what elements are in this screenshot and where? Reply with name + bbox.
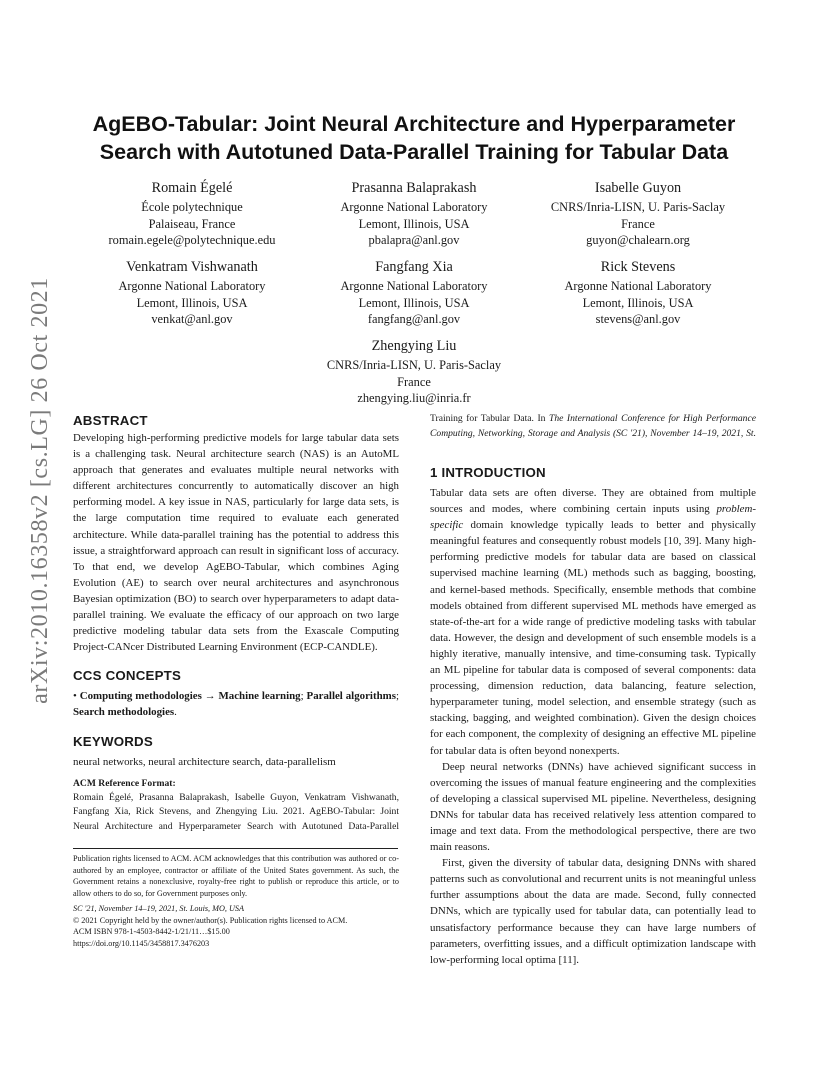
footnote-license: Publication rights licensed to ACM. ACM acknowledges that this contribution was authored or co-authored by an employee, contractor or affiliate of the United States government. As such, the Government retains a nonexclusive, royalty-free right to publish or reproduce this article, or to allow others to do so, for Government purposes only. <box>73 854 399 899</box>
intro-paragraph: Tabular data sets are often diverse. They are obtained from multiple sources and modes, where combining certain inputs using problem-specific domain knowledge typically leads to better and physically meaningful features and consequently robust models [10, 39]. Many high-performing predictive models for tabular data are based on classical supervised machine learning (ML) methods such as bagging, boosting, and kernel-based methods. Specifically, ensemble methods that combine models obtained from different supervised ML methods have emerged as state-of-the-art for a wide range of predictive modeling tasks with tabular data. However, the design and development of such ensemble models is a highly iterative, manually intensive, and time-consuming task. Typically an ML pipeline for tabular data is composed of several components: data processing, dimension reduction, data balancing, feature selection, hyperparameter tuning, model selection, and ensemble strategy (such as stacking, bagging, and weighted combination). Given the design choices for each component, the complexity of designing an effective ML pipeline for tabular data is often beyond nonexperts. <box>430 487 756 757</box>
ccs-term: Parallel algorithms <box>306 690 396 703</box>
arxiv-stamp <box>18 276 62 704</box>
author-name: Isabelle Guyon <box>594 180 682 196</box>
author-name: Rick Stevens <box>600 259 676 275</box>
acm-reference-plain: Romain Égelé, Prasanna Balaprakash, Isabelle Guyon, Venkatram Vishwanath, Fangfang Xia, Rick Stevens, and Zhengying Liu. 2021. AgEBO-Tabular: Joint Neural Architecture and Hyperparameter Search with Autotuned Data-Parallel <box>73 792 399 832</box>
acm-reference-text <box>73 791 399 835</box>
footnote-conference: SC '21, November 14–19, 2021, St. Louis, MO, USA <box>73 903 244 913</box>
ccs-term: Machine learning <box>218 690 301 703</box>
abstract-text: Developing high-performing predictive models for large tabular data sets is a challenging task. Neural architecture search (NAS) is an AutoML approach that generates and evaluates multiple neural networks with different architectures concurrently to automatically discover an high performing model. A key issue in NAS, particularly for large data sets, is the large computation time required to evaluate each generated architecture. While data-parallel training has the potential to address this issue, a straightforward approach can result in significant loss of accuracy. To that end, we develop AgEBO-Tabular, which combines Aging Evolution (AE) to search over neural architectures and asynchronous Bayesian optimization (BO) to search over hyperparameters to adapt data-parallel training. We evaluate the efficacy of our approach on two large predictive modeling tabular data sets from the Exascale Computing Project-CANcer Distributed Learning Environment (ECP-CANDLE). <box>73 432 399 654</box>
author-name: Zhengying Liu <box>371 338 457 354</box>
author-block <box>70 179 314 249</box>
author-name: Venkatram Vishwanath <box>126 259 258 275</box>
author-affiliation: Lemont, Illinois, USA <box>136 295 248 310</box>
author-block <box>524 258 752 328</box>
author-affiliation: Lemont, Illinois, USA <box>582 295 694 310</box>
title-line-2: Search with Autotuned Data-Parallel Training for Tabular Data <box>99 140 729 164</box>
author-affiliation: Lemont, Illinois, USA <box>358 295 470 310</box>
footnote-copyright: © 2021 Copyright held by the owner/author(s). Publication rights licensed to ACM. <box>73 915 348 925</box>
author-affiliation: Lemont, Illinois, USA <box>358 216 470 231</box>
footnote-doi: https://doi.org/10.1145/3458817.3476203 <box>73 938 210 948</box>
paper-title <box>60 110 768 166</box>
footnote-isbn: ACM ISBN 978-1-4503-8442-1/21/11…$15.00 <box>73 927 230 937</box>
footnote-rule <box>73 848 398 849</box>
introduction-heading: 1 INTRODUCTION <box>430 465 546 480</box>
author-affiliation: CNRS/Inria-LISN, U. Paris-Saclay <box>550 200 726 214</box>
author-name: Prasanna Balaprakash <box>351 180 477 196</box>
keywords-text: neural networks, neural architecture search, data-parallelism <box>73 755 336 768</box>
author-block <box>300 179 528 249</box>
abstract-heading: ABSTRACT <box>73 413 148 428</box>
acm-reference-heading: ACM Reference Format: <box>73 777 176 789</box>
arxiv-identifier: arXiv:2010.16358v2 [cs.LG] 26 Oct 2021 <box>26 276 53 704</box>
author-affiliation: France <box>397 374 431 389</box>
author-name: Romain Égelé <box>151 180 233 196</box>
ccs-period: . <box>174 706 177 719</box>
ccs-bullet: • <box>73 690 77 703</box>
author-block <box>78 258 306 328</box>
author-email: guyon@chalearn.org <box>586 233 690 247</box>
ccs-separator: ; <box>300 690 304 703</box>
author-block <box>524 179 752 249</box>
left-column <box>73 412 399 950</box>
author-affiliation: École polytechnique <box>141 200 243 214</box>
author-email: romain.egele@polytechnique.edu <box>108 233 276 247</box>
footnote-block <box>73 848 399 950</box>
author-email: fangfang@anl.gov <box>367 312 461 326</box>
author-email: stevens@anl.gov <box>595 312 681 326</box>
ccs-heading: CCS CONCEPTS <box>73 668 182 684</box>
right-column <box>430 413 756 968</box>
author-block <box>300 258 528 328</box>
ccs-separator: ; <box>395 690 399 703</box>
ccs-arrow: → <box>204 690 216 703</box>
author-affiliation: Palaiseau, France <box>148 216 236 231</box>
ccs-term: Computing methodologies <box>79 690 202 703</box>
keywords-heading: KEYWORDS <box>73 733 153 749</box>
author-affiliation: Argonne National Laboratory <box>340 279 488 293</box>
author-block <box>300 337 528 407</box>
author-name: Fangfang Xia <box>375 259 453 275</box>
author-affiliation: Argonne National Laboratory <box>340 200 488 214</box>
author-email: zhengying.liu@inria.fr <box>357 391 471 405</box>
author-affiliation: CNRS/Inria-LISN, U. Paris-Saclay <box>326 358 502 372</box>
ccs-concepts <box>73 688 399 720</box>
author-affiliation: Argonne National Laboratory <box>564 279 712 293</box>
title-line-1: AgEBO-Tabular: Joint Neural Architecture and Hyperparameter <box>92 112 736 136</box>
acm-reference-continued: Training for Tabular Data. In The International Conference for High Performance Computing, Networking, Storage and Analysis (SC '21), November 14–19, 2021, St. <box>430 413 756 439</box>
author-email: venkat@anl.gov <box>151 312 233 326</box>
intro-paragraph: First, given the diversity of tabular data, designing DNNs with shared patterns such as convolutional and recurrent units is not meaningful unless further assumptions about the data are made. Second, fully connected DNNs, which are typically used for tabular data, can potentially lead to unsatisfactory performance because they can have large numbers of parameters, overfitting issues, and a difficult optimization landscape with low-performing local optima [11]. <box>430 857 756 966</box>
ccs-term: Search methodologies <box>73 706 175 719</box>
author-affiliation: France <box>621 216 655 231</box>
author-email: pbalapra@anl.gov <box>368 233 460 247</box>
intro-paragraph: Deep neural networks (DNNs) have achieved significant success in overcoming the issues of manual feature engineering and the complexities of developing a classical supervised ML pipeline. Nevertheless, designing DNNs for tabular data has received relatively less attention compared to image and text data. From the methodological perspective, there are two main reasons. <box>430 760 756 854</box>
author-affiliation: Argonne National Laboratory <box>118 279 266 293</box>
